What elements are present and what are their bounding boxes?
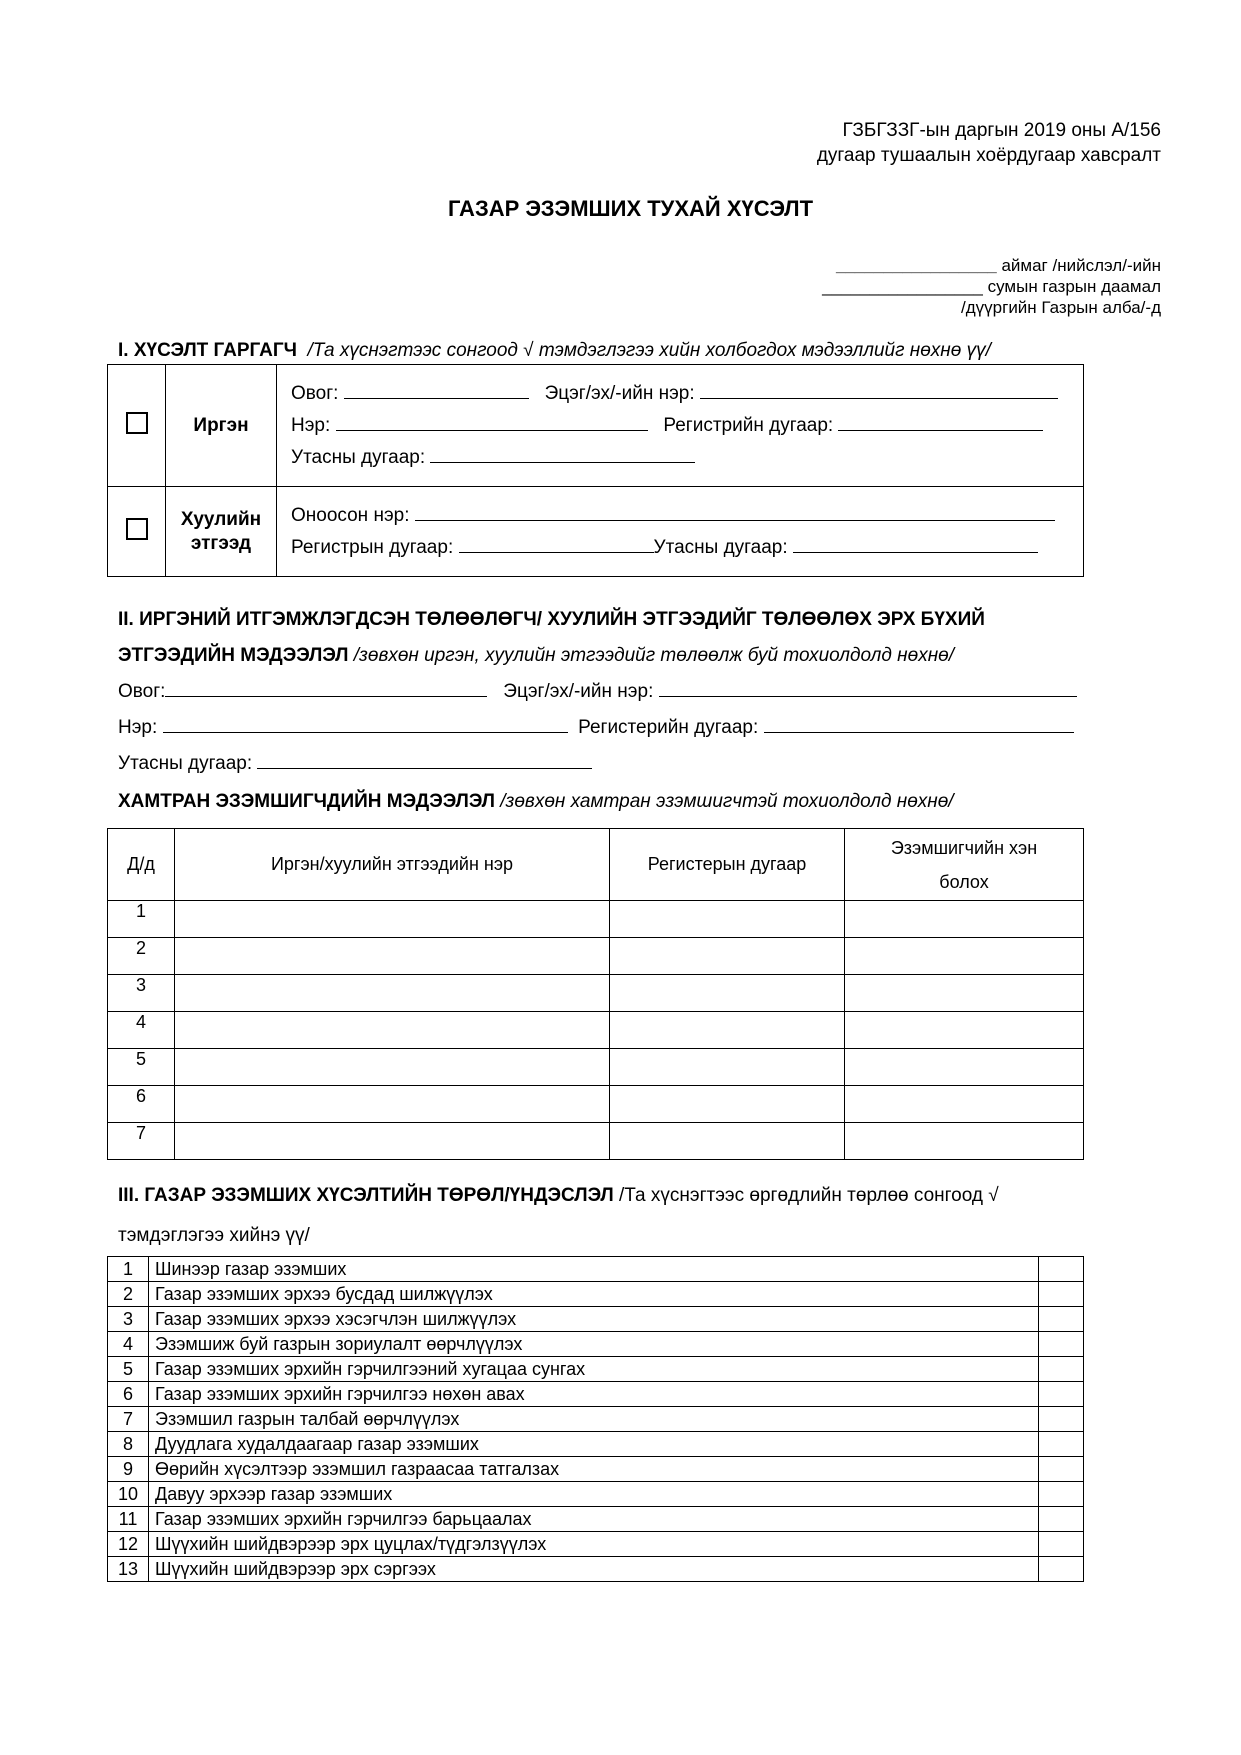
request-type-row — [108, 1557, 1084, 1582]
page-title: ГАЗАР ЭЗЭМШИХ ТУХАЙ ХҮСЭЛТ — [447, 196, 814, 221]
rep-phone-field[interactable] — [257, 750, 592, 769]
citizen-phone-field[interactable] — [430, 444, 695, 463]
request-type-label: Шинээр газар эзэмших — [149, 1257, 1039, 1282]
rep-surname-label: Овог: — [118, 681, 166, 702]
request-type-check-cell[interactable] — [1039, 1257, 1084, 1282]
citizen-surname-field[interactable] — [344, 380, 529, 399]
col-register: Регистерын дугаар — [610, 829, 845, 901]
rep-name-field[interactable] — [163, 714, 568, 733]
table-row: 7 — [108, 1123, 1084, 1160]
rep-father-name-label: Эцэг/эх/-ийн нэр: — [503, 681, 654, 702]
applicant-table — [107, 364, 1084, 577]
section3-heading — [118, 1176, 1118, 1256]
request-type-label: Газар эзэмших эрхийн гэрчилгээний хугацаа сунгах — [149, 1357, 1039, 1382]
section3-note-line2: тэмдэглэгээ хийнэ үү/ — [118, 1225, 310, 1246]
request-type-number: 9 — [108, 1457, 149, 1482]
order-reference-line2: дугаар тушаалын хоёрдугаар хавсралт — [816, 145, 1161, 166]
col-role: Эзэмшигчийн хэн болох — [845, 829, 1084, 901]
request-type-check-cell[interactable] — [1039, 1407, 1084, 1432]
section2-heading-line1: II. ИРГЭНИЙ ИТГЭМЖЛЭГДСЭН ТӨЛӨӨЛӨГЧ/ ХУУЛИЙН ЭТГЭЭДИЙГ ТӨЛӨӨЛӨХ ЭРХ БҮХИЙ — [118, 609, 985, 630]
request-type-check-cell[interactable] — [1039, 1532, 1084, 1557]
request-type-label: Өөрийн хүсэлтээр эзэмшил газраасаа татгалзах — [149, 1457, 1039, 1482]
entity-phone-label: Утасны дугаар: — [653, 536, 788, 558]
request-type-number: 13 — [108, 1557, 149, 1582]
entity-register-field[interactable] — [459, 534, 654, 553]
request-type-row — [108, 1257, 1084, 1282]
rep-name-label: Нэр: — [118, 717, 158, 738]
section2-block — [118, 602, 1118, 822]
request-type-row — [108, 1507, 1084, 1532]
request-type-number: 10 — [108, 1482, 149, 1507]
coowners-table — [107, 828, 1084, 1160]
request-type-label: Шүүхийн шийдвэрээр эрх сэргээх — [149, 1557, 1039, 1582]
citizen-register-field[interactable] — [838, 412, 1043, 431]
col-number: Д/д — [108, 829, 175, 901]
section1-title: I. ХҮСЭЛТ ГАРГАГЧ — [118, 340, 297, 361]
request-type-label: Газар эзэмших эрхээ бусдад шилжүүлэх — [149, 1282, 1039, 1307]
request-type-row — [108, 1532, 1084, 1557]
request-type-row — [108, 1457, 1084, 1482]
addressee-block — [661, 255, 1161, 318]
request-type-label: Давуу эрхээр газар эзэмших — [149, 1482, 1039, 1507]
request-type-label: Дуудлага худалдаагаар газар эзэмших — [149, 1432, 1039, 1457]
addressee-line3: /дүүргийн Газрын алба/-д — [961, 298, 1161, 317]
request-type-check-cell[interactable] — [1039, 1282, 1084, 1307]
section3-title: III. ГАЗАР ЭЗЭМШИХ ХҮСЭЛТИЙН ТӨРӨЛ/ҮНДЭСЛЭЛ — [118, 1185, 614, 1206]
citizen-checkbox[interactable] — [126, 412, 148, 434]
section1-note: /Та хүснэгтээс сонгоод √ тэмдэглэгээ хийн холбогдох мэдээллийг нөхнө үү/ — [307, 340, 991, 361]
request-type-number: 5 — [108, 1357, 149, 1382]
request-type-number: 7 — [108, 1407, 149, 1432]
addressee-blank-2[interactable]: _________________ — [822, 277, 983, 296]
rep-register-label: Регистерийн дугаар: — [578, 717, 759, 738]
request-type-label: Газар эзэмших эрхийн гэрчилгээ нөхөн авах — [149, 1382, 1039, 1407]
table-row: 4 — [108, 1012, 1084, 1049]
request-type-check-cell[interactable] — [1039, 1457, 1084, 1482]
citizen-label: Иргэн — [166, 365, 277, 487]
coowners-note: /зөвхөн хамтран эзэмшигчтэй тохиолдолд нөхнө/ — [500, 791, 954, 812]
entity-label: Хуулийн этгээд — [166, 487, 277, 577]
request-type-row — [108, 1407, 1084, 1432]
request-type-row — [108, 1307, 1084, 1332]
table-row: 6 — [108, 1086, 1084, 1123]
table-row: 5 — [108, 1049, 1084, 1086]
entity-phone-field[interactable] — [793, 534, 1038, 553]
rep-register-field[interactable] — [764, 714, 1074, 733]
request-type-check-cell[interactable] — [1039, 1432, 1084, 1457]
request-type-row — [108, 1432, 1084, 1457]
entity-checkbox[interactable] — [126, 518, 148, 540]
entity-register-label: Регистрын дугаар: — [291, 536, 454, 558]
entity-given-name-field[interactable] — [415, 502, 1055, 521]
coowners-heading: ХАМТРАН ЭЗЭМШИГЧДИЙН МЭДЭЭЛЭЛ — [118, 791, 495, 812]
request-type-number: 8 — [108, 1432, 149, 1457]
request-type-number: 6 — [108, 1382, 149, 1407]
request-type-number: 11 — [108, 1507, 149, 1532]
addressee-line1: аймаг /нийслэл/-ийн — [1001, 256, 1161, 275]
table-row: 3 — [108, 975, 1084, 1012]
request-type-number: 12 — [108, 1532, 149, 1557]
citizen-register-label: Регистрийн дугаар: — [663, 414, 834, 436]
citizen-name-label: Нэр: — [291, 414, 331, 436]
rep-father-name-field[interactable] — [659, 678, 1077, 697]
request-type-check-cell[interactable] — [1039, 1332, 1084, 1357]
request-type-row — [108, 1482, 1084, 1507]
request-type-check-cell[interactable] — [1039, 1507, 1084, 1532]
request-type-label: Эзэмшиж буй газрын зориулалт өөрчлүүлэх — [149, 1332, 1039, 1357]
citizen-surname-label: Овог: — [291, 382, 339, 404]
section3-note-line1: /Та хүснэгтээс өргөдлийн төрлөө сонгоод √ — [619, 1185, 999, 1206]
request-type-check-cell[interactable] — [1039, 1307, 1084, 1332]
request-type-row — [108, 1357, 1084, 1382]
section2-note: /зөвхөн иргэн, хуулийн этгээдийг төлөөлж буй тохиолдолд нөхнө/ — [353, 645, 954, 666]
table-row: 2 — [108, 938, 1084, 975]
request-type-row — [108, 1282, 1084, 1307]
request-type-check-cell[interactable] — [1039, 1482, 1084, 1507]
col-name: Иргэн/хуулийн этгээдийн нэр — [175, 829, 610, 901]
section1-heading — [118, 340, 991, 362]
request-type-table — [107, 1256, 1084, 1582]
request-type-row — [108, 1382, 1084, 1407]
order-reference — [561, 118, 1161, 168]
request-type-check-cell[interactable] — [1039, 1357, 1084, 1382]
addressee-line2: сумын газрын даамал — [987, 277, 1161, 296]
rep-surname-field[interactable] — [165, 678, 487, 697]
request-type-number: 1 — [108, 1257, 149, 1282]
citizen-father-name-label: Эцэг/эх/-ийн нэр: — [544, 382, 695, 404]
request-type-label: Газар эзэмших эрхээ хэсэгчлэн шилжүүлэх — [149, 1307, 1039, 1332]
section2-heading-line2: ЭТГЭЭДИЙН МЭДЭЭЛЭЛ — [118, 645, 349, 666]
request-type-check-cell[interactable] — [1039, 1382, 1084, 1407]
request-type-number: 4 — [108, 1332, 149, 1357]
citizen-father-name-field[interactable] — [700, 380, 1058, 399]
rep-phone-label: Утасны дугаар: — [118, 753, 253, 774]
request-type-row — [108, 1332, 1084, 1357]
request-type-label: Эзэмшил газрын талбай өөрчлүүлэх — [149, 1407, 1039, 1432]
citizen-name-field[interactable] — [336, 412, 648, 431]
request-type-label: Шүүхийн шийдвэрээр эрх цуцлах/түдгэлзүүлэх — [149, 1532, 1039, 1557]
request-type-label: Газар эзэмших эрхийн гэрчилгээ барьцаалах — [149, 1507, 1039, 1532]
request-type-number: 2 — [108, 1282, 149, 1307]
request-type-number: 3 — [108, 1307, 149, 1332]
request-type-check-cell[interactable] — [1039, 1557, 1084, 1582]
entity-given-name-label: Оноосон нэр: — [291, 504, 410, 526]
addressee-blank-1[interactable]: _________________ — [836, 256, 997, 275]
table-row: 1 — [108, 901, 1084, 938]
order-reference-line1: ГЗБГЗЗГ-ын даргын 2019 оны А/156 — [842, 120, 1161, 141]
citizen-phone-label: Утасны дугаар: — [291, 446, 426, 468]
